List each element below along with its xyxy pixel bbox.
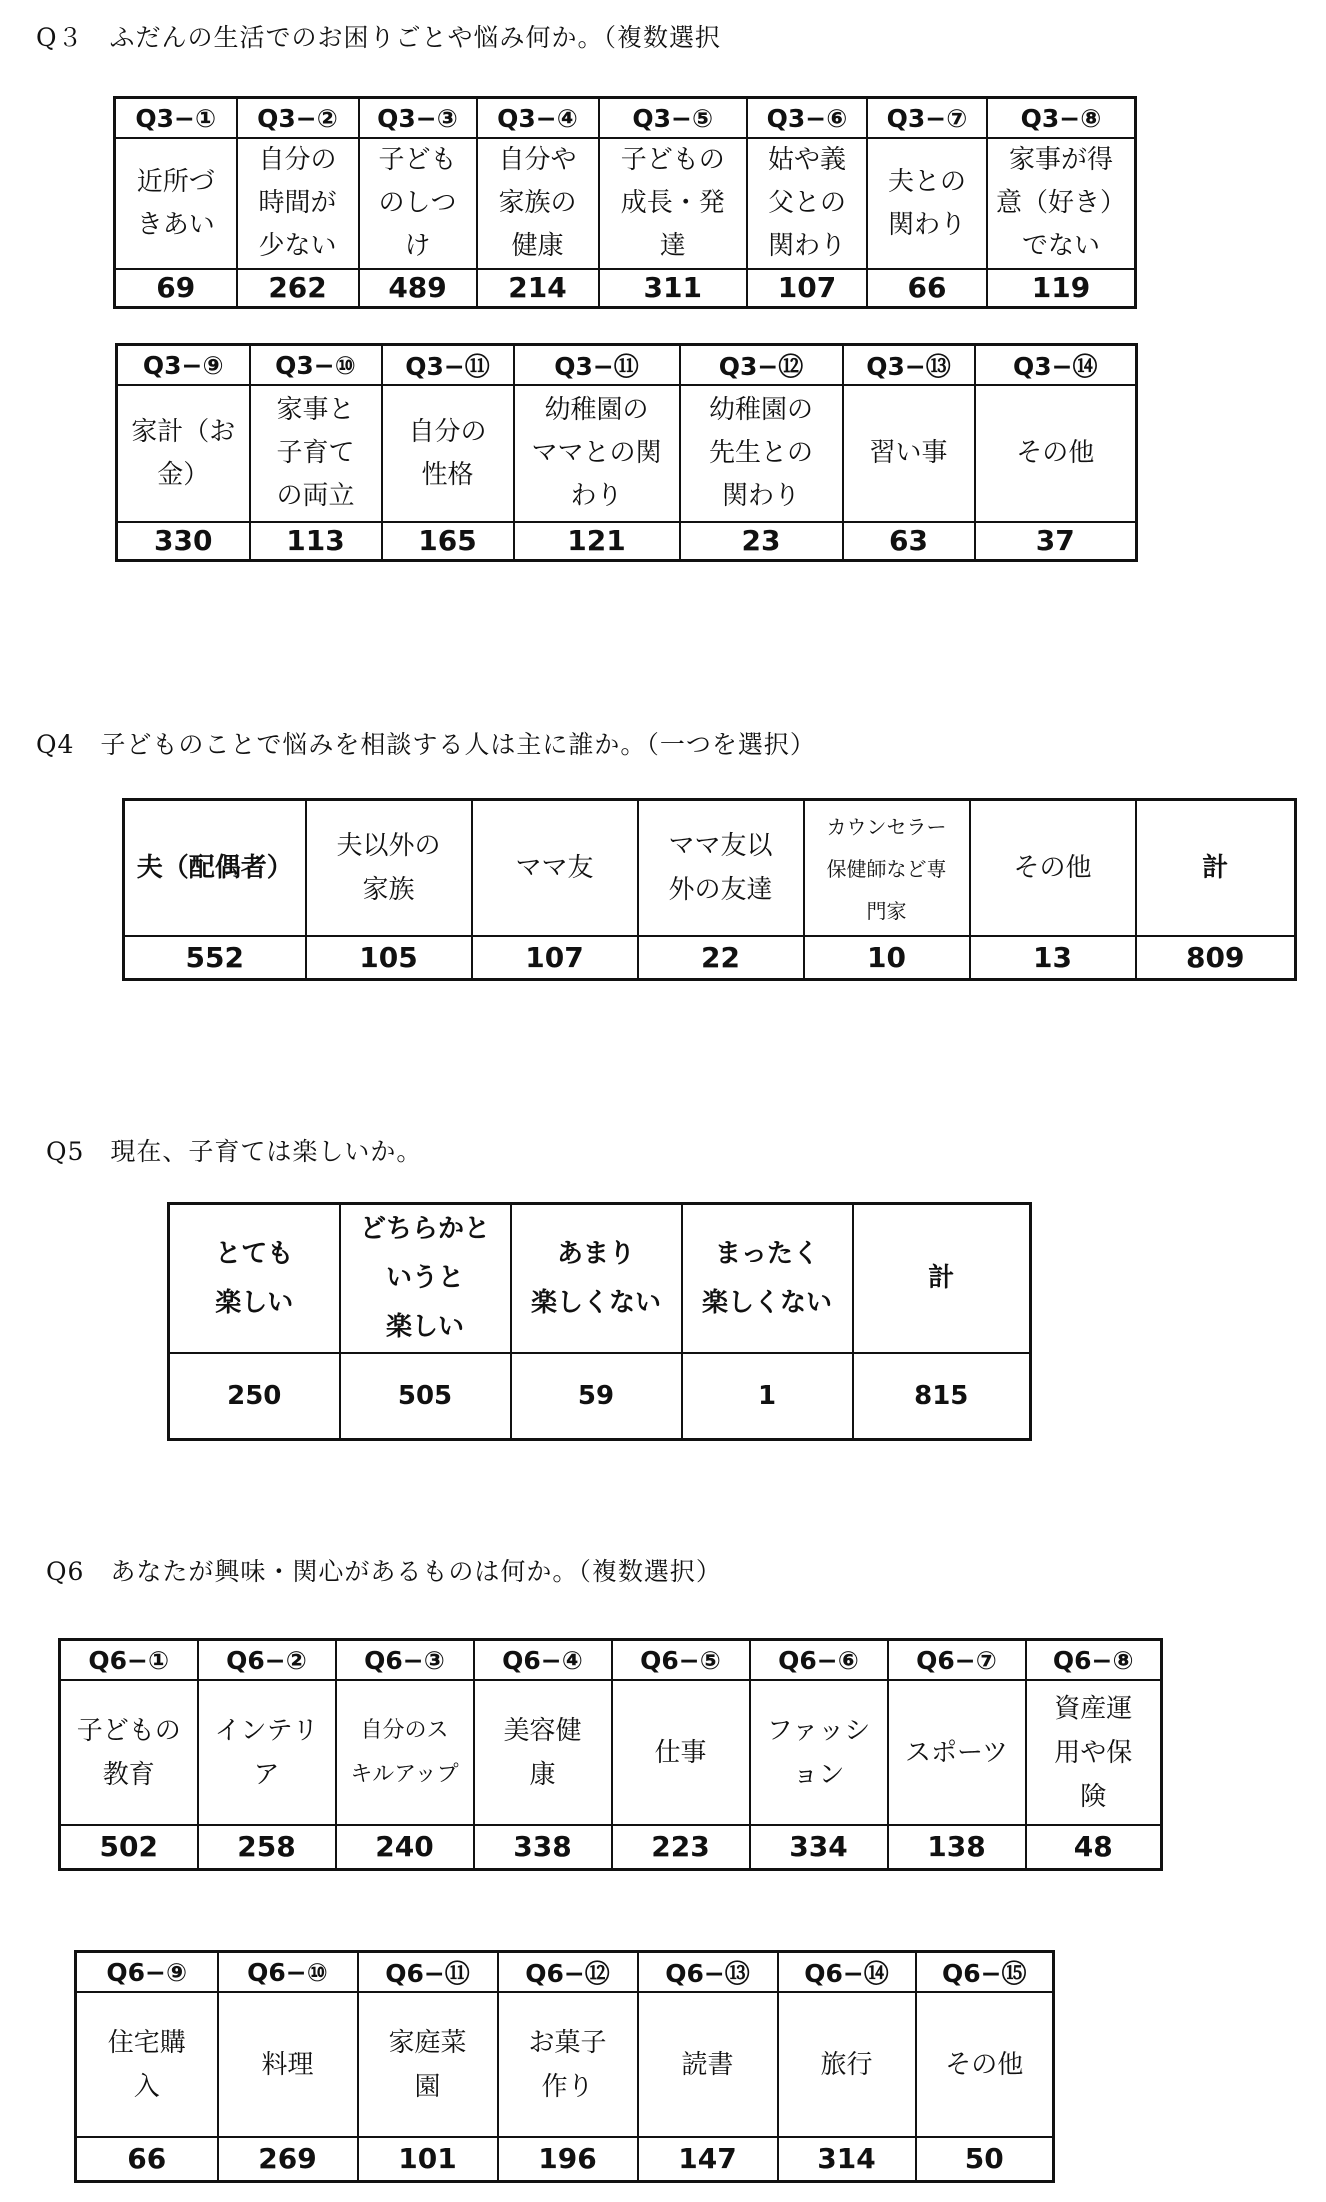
cell-value: 250 (169, 1353, 340, 1439)
cell-label: まったく 楽しくない (682, 1204, 853, 1354)
cell-label: 仕事 (612, 1680, 750, 1825)
cell-label: 自分の 時間が 少ない (237, 138, 359, 269)
cell-label: 自分や 家族の 健康 (477, 138, 599, 269)
cell-code: Q6−⑤ (612, 1640, 750, 1681)
cell-label: その他 (916, 1992, 1054, 2137)
cell-label: 住宅購 入 (76, 1992, 218, 2137)
cell-value: 809 (1136, 936, 1296, 980)
cell-code: Q3−⑭ (975, 345, 1137, 386)
cell-code: Q3−⑥ (747, 98, 867, 139)
cell-value: 107 (747, 269, 867, 307)
cell-label: 計 (1136, 800, 1296, 936)
cell-label: 読書 (638, 1992, 778, 2137)
cell-label: ファッシ ョン (750, 1680, 888, 1825)
cell-value: 50 (916, 2137, 1054, 2181)
cell-code: Q6−⑫ (498, 1952, 638, 1993)
cell-code: Q6−③ (336, 1640, 474, 1681)
cell-code: Q6−⑦ (888, 1640, 1026, 1681)
cell-code: Q6−④ (474, 1640, 612, 1681)
cell-label: 子どもの 教育 (60, 1680, 198, 1825)
cell-label: スポーツ (888, 1680, 1026, 1825)
cell-value: 10 (804, 936, 970, 980)
cell-label: あまり 楽しくない (511, 1204, 682, 1354)
cell-code: Q3−④ (477, 98, 599, 139)
cell-label: 計 (853, 1204, 1031, 1354)
cell-code: Q3−① (115, 98, 237, 139)
cell-value: 23 (680, 522, 843, 560)
cell-code: Q3−⑪ (382, 345, 514, 386)
cell-code: Q6−⑨ (76, 1952, 218, 1993)
cell-label: 姑や義 父との 関わり (747, 138, 867, 269)
cell-value: 165 (382, 522, 514, 560)
cell-label: 旅行 (778, 1992, 916, 2137)
cell-value: 107 (472, 936, 638, 980)
cell-value: 258 (198, 1825, 336, 1869)
cell-code: Q6−⑥ (750, 1640, 888, 1681)
cell-code: Q3−③ (359, 98, 477, 139)
cell-label: 美容健 康 (474, 1680, 612, 1825)
cell-code: Q3−⑤ (599, 98, 747, 139)
cell-value: 113 (250, 522, 382, 560)
cell-label: 料理 (218, 1992, 358, 2137)
cell-value: 147 (638, 2137, 778, 2181)
cell-value: 119 (987, 269, 1136, 307)
cell-label: 幼稚園の 先生との 関わり (680, 385, 843, 522)
q3-heading: Q３ ふだんの生活でのお困りごとや悩み何か。（複数選択 (36, 23, 721, 52)
cell-label: ママ友 (472, 800, 638, 936)
cell-code: Q6−⑮ (916, 1952, 1054, 1993)
q3-table-2 (115, 343, 1138, 562)
cell-value: 66 (76, 2137, 218, 2181)
cell-value: 489 (359, 269, 477, 307)
cell-code: Q6−⑪ (358, 1952, 498, 1993)
cell-code: Q3−② (237, 98, 359, 139)
cell-value: 59 (511, 1353, 682, 1439)
cell-value: 196 (498, 2137, 638, 2181)
cell-label: 夫との 関わり (867, 138, 987, 269)
cell-label: 夫（配偶者） (124, 800, 306, 936)
q4-heading: Q4 子どものことで悩みを相談する人は主に誰か。（一つを選択） (36, 730, 816, 759)
cell-value: 101 (358, 2137, 498, 2181)
cell-value: 330 (117, 522, 250, 560)
cell-code: Q3−⑬ (843, 345, 975, 386)
cell-label: 家事と 子育て の両立 (250, 385, 382, 522)
q6-table-2 (74, 1950, 1055, 2183)
cell-code: Q3−⑪ (514, 345, 680, 386)
cell-label: 家事が得 意（好き） でない (987, 138, 1136, 269)
cell-label: ママ友以 外の友達 (638, 800, 804, 936)
cell-label: 自分のス キルアップ (336, 1680, 474, 1825)
cell-code: Q3−⑨ (117, 345, 250, 386)
cell-label: 習い事 (843, 385, 975, 522)
cell-label: 幼稚園の ママとの関 わり (514, 385, 680, 522)
cell-label: その他 (970, 800, 1136, 936)
cell-label: とても 楽しい (169, 1204, 340, 1354)
cell-value: 240 (336, 1825, 474, 1869)
cell-value: 505 (340, 1353, 511, 1439)
cell-value: 311 (599, 269, 747, 307)
cell-value: 269 (218, 2137, 358, 2181)
cell-value: 334 (750, 1825, 888, 1869)
cell-value: 502 (60, 1825, 198, 1869)
cell-code: Q6−⑭ (778, 1952, 916, 1993)
cell-value: 338 (474, 1825, 612, 1869)
cell-label: 近所づ きあい (115, 138, 237, 269)
q5-heading: Q5 現在、子育ては楽しいか。 (46, 1137, 423, 1166)
cell-label: 子どもの 成長・発 達 (599, 138, 747, 269)
cell-value: 552 (124, 936, 306, 980)
cell-code: Q6−⑩ (218, 1952, 358, 1993)
cell-value: 48 (1026, 1825, 1162, 1869)
cell-value: 105 (306, 936, 472, 980)
cell-value: 262 (237, 269, 359, 307)
cell-label: どちらかと いうと 楽しい (340, 1204, 511, 1354)
cell-value: 314 (778, 2137, 916, 2181)
cell-label: お菓子 作り (498, 1992, 638, 2137)
cell-value: 69 (115, 269, 237, 307)
cell-value: 121 (514, 522, 680, 560)
cell-value: 138 (888, 1825, 1026, 1869)
cell-label: 子ども のしつ け (359, 138, 477, 269)
cell-value: 37 (975, 522, 1137, 560)
cell-value: 815 (853, 1353, 1031, 1439)
cell-code: Q3−⑦ (867, 98, 987, 139)
cell-value: 1 (682, 1353, 853, 1439)
q5-table (167, 1202, 1032, 1441)
cell-code: Q6−⑬ (638, 1952, 778, 1993)
q3-table-1 (113, 96, 1137, 309)
cell-code: Q6−② (198, 1640, 336, 1681)
cell-value: 22 (638, 936, 804, 980)
cell-code: Q6−① (60, 1640, 198, 1681)
cell-value: 66 (867, 269, 987, 307)
q6-heading: Q6 あなたが興味・関心があるものは何か。（複数選択） (46, 1557, 722, 1586)
cell-value: 223 (612, 1825, 750, 1869)
cell-value: 13 (970, 936, 1136, 980)
cell-label: カウンセラー 保健師など専 門家 (804, 800, 970, 936)
q4-table (122, 798, 1297, 981)
cell-label: 資産運 用や保 険 (1026, 1680, 1162, 1825)
cell-label: インテリ ア (198, 1680, 336, 1825)
cell-label: 自分の 性格 (382, 385, 514, 522)
cell-label: その他 (975, 385, 1137, 522)
cell-label: 夫以外の 家族 (306, 800, 472, 936)
cell-label: 家庭菜 園 (358, 1992, 498, 2137)
cell-code: Q3−⑩ (250, 345, 382, 386)
q6-table-1 (58, 1638, 1163, 1871)
cell-code: Q3−⑫ (680, 345, 843, 386)
cell-code: Q6−⑧ (1026, 1640, 1162, 1681)
cell-label: 家計（お 金） (117, 385, 250, 522)
cell-value: 214 (477, 269, 599, 307)
cell-code: Q3−⑧ (987, 98, 1136, 139)
cell-value: 63 (843, 522, 975, 560)
